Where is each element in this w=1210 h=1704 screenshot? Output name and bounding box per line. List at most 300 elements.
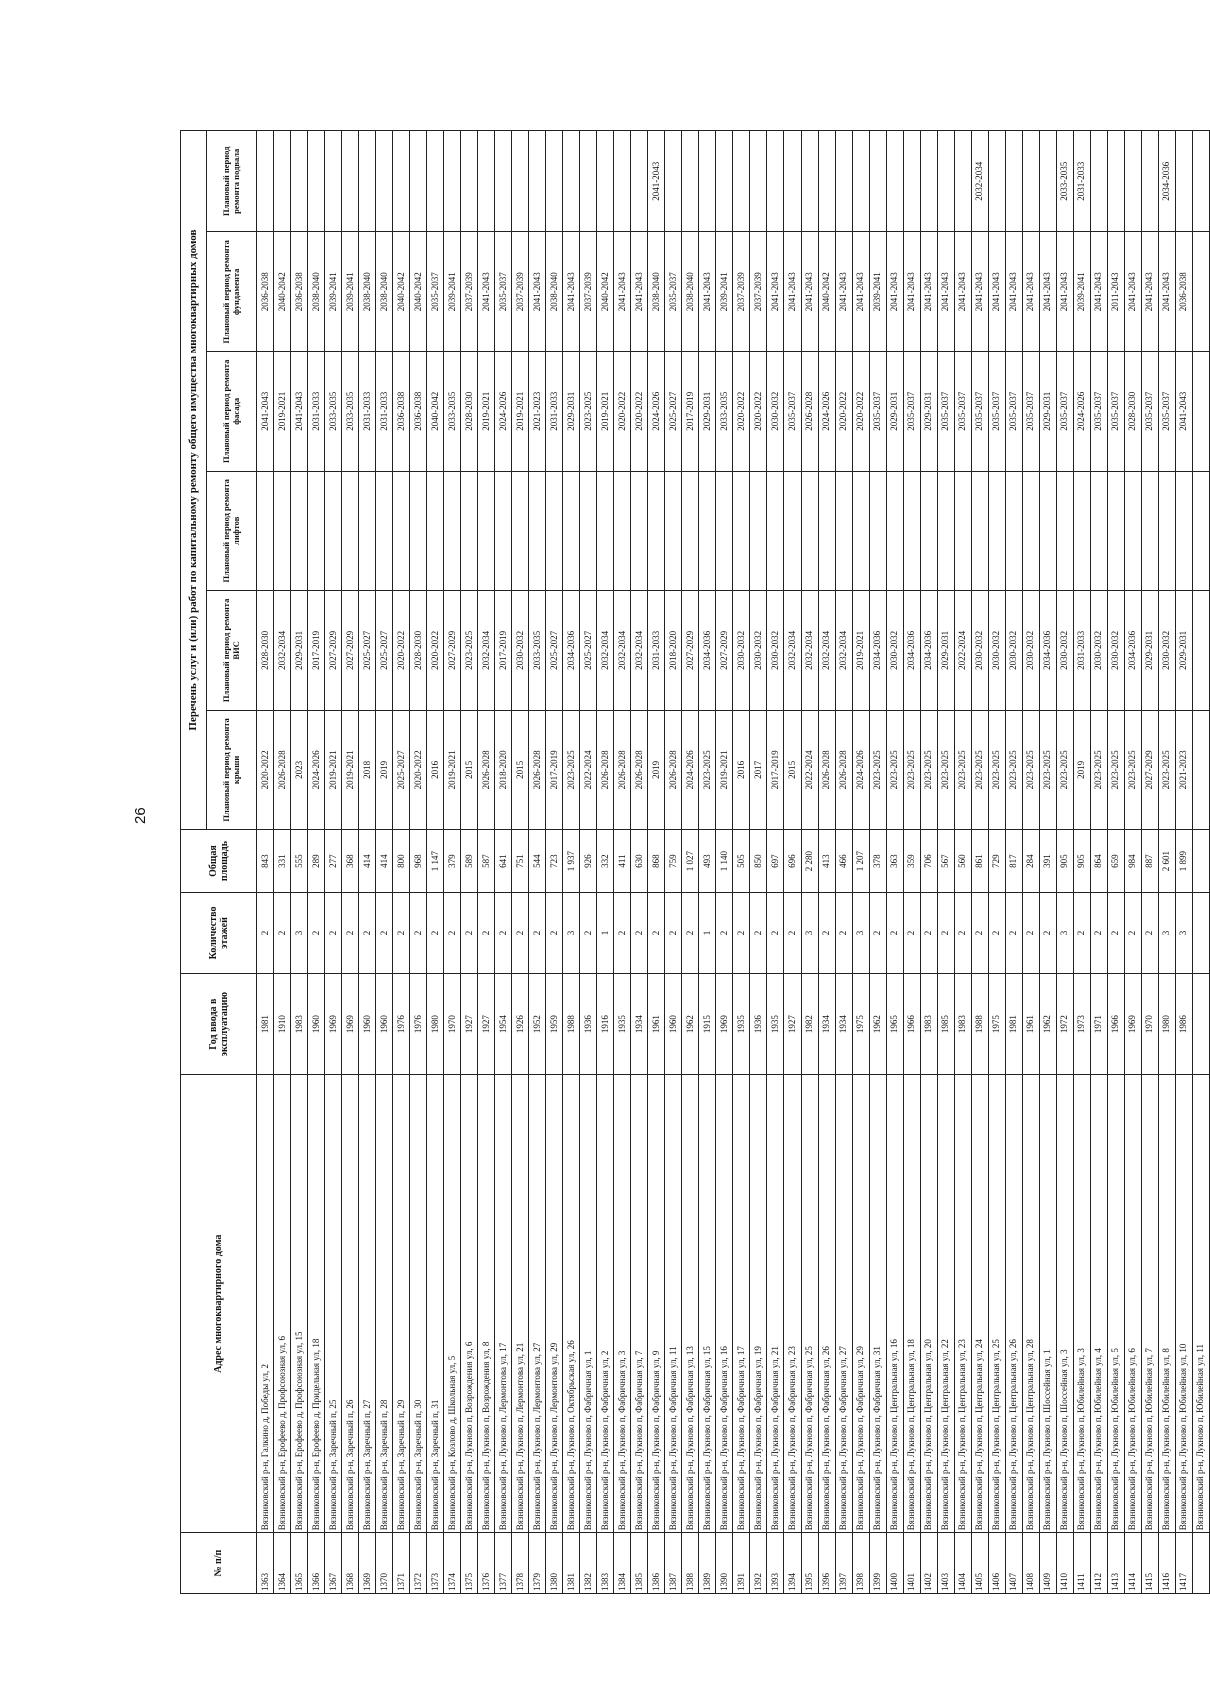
row-foundation-period: 2041-2043 (529, 232, 546, 352)
row-foundation-period: 2041-2043 (886, 232, 903, 352)
row-number: 1401 (903, 1533, 920, 1594)
row-floors: 2 (308, 892, 325, 973)
row-vis-period: 2025-2027 (580, 591, 597, 711)
row-basement-period (767, 131, 784, 233)
row-area: 363 (886, 830, 903, 893)
header-foundation: Плановый период ремонта фундамента (207, 232, 257, 352)
row-address: Вязниковский р-н, Лукново п, Центральная ул, 28 (1022, 1075, 1039, 1533)
row-area: 723 (546, 830, 563, 893)
table-row (291, 131, 308, 1594)
row-number: 1367 (325, 1533, 342, 1594)
row-year: 1988 (563, 974, 580, 1075)
row-vis-period: 2027-2029 (325, 591, 342, 711)
row-number: 1369 (359, 1533, 376, 1594)
row-number: 1364 (274, 1533, 291, 1594)
row-facade-period: 2019-2021 (274, 352, 291, 472)
row-number: 1403 (937, 1533, 954, 1594)
row-vis-period: 2030-2032 (750, 591, 767, 711)
row-number: 1410 (1056, 1533, 1073, 1594)
row-roof-period: 2026-2028 (631, 710, 648, 830)
row-lift-period (291, 471, 308, 591)
row-year: 1927 (461, 974, 478, 1075)
row-lift-period (818, 471, 835, 591)
row-floors: 2 (512, 892, 529, 973)
row-area: 843 (257, 830, 274, 893)
row-floors: 2 (1022, 892, 1039, 973)
row-vis-period: 2027-2029 (444, 591, 461, 711)
row-year: 1960 (665, 974, 682, 1075)
row-vis-period: 2030-2032 (886, 591, 903, 711)
row-address: Вязниковский р-н, Лукново п, Фабричная ул, 23 (784, 1075, 801, 1533)
row-lift-period (461, 471, 478, 591)
row-lift-period (1022, 471, 1039, 591)
row-roof-period: 2023-2025 (988, 710, 1005, 830)
row-roof-period: 2018-2020 (495, 710, 512, 830)
row-facade-period: 2017-2019 (682, 352, 699, 472)
table-row (1039, 131, 1056, 1594)
row-roof-period: 2023-2025 (937, 710, 954, 830)
row-floors: 1 (699, 892, 716, 973)
row-basement-period (393, 131, 410, 233)
row-roof-period: 2023-2025 (1022, 710, 1039, 830)
row-facade-period: 2031-2033 (546, 352, 563, 472)
row-floors: 2 (444, 892, 461, 973)
row-address: Вязниковский р-н, Лукново п, Фабричная ул, 19 (750, 1075, 767, 1533)
row-number: 1411 (1073, 1533, 1090, 1594)
row-area: 697 (767, 830, 784, 893)
row-number: 1380 (546, 1533, 563, 1594)
row-area: 331 (274, 830, 291, 893)
table-row (580, 131, 597, 1594)
row-lift-period (903, 471, 920, 591)
row-foundation-period: 2041-2043 (920, 232, 937, 352)
row-year: 1926 (512, 974, 529, 1075)
row-year: 1959 (546, 974, 563, 1075)
table-row (682, 131, 699, 1594)
header-num: № п/п (181, 1533, 257, 1594)
row-roof-period: 2015 (512, 710, 529, 830)
table-row (393, 131, 410, 1594)
row-address: Вязниковский р-н, Лукново п, Лермонтова ул, 27 (529, 1075, 546, 1533)
row-lift-period (648, 471, 665, 591)
row-floors: 3 (1175, 892, 1192, 973)
row-foundation-period: 2037-2039 (580, 232, 597, 352)
row-floors: 2 (784, 892, 801, 973)
table-row (801, 131, 818, 1594)
header-works-group: Перечень услуг и (или) работ по капитальному ремонту общего имущества многоквартирных домов (181, 131, 207, 830)
row-lift-period (546, 471, 563, 591)
table-row (1022, 131, 1039, 1594)
row-number: 1397 (835, 1533, 852, 1594)
row-year: 1916 (597, 974, 614, 1075)
row-address: Вязниковский р-н, Лукново п, Фабричная ул, 16 (716, 1075, 733, 1533)
row-vis-period: 2032-2034 (818, 591, 835, 711)
row-area: 868 (648, 830, 665, 893)
header-lift: Плановый период ремонта лифтов (207, 471, 257, 591)
header-facade: Плановый период ремонта фасада (207, 352, 257, 472)
row-roof-period: 2026-2028 (274, 710, 291, 830)
row-lift-period (1175, 471, 1192, 591)
table-row (563, 131, 580, 1594)
row-number: 1417 (1175, 1533, 1192, 1594)
row-foundation-period: 2041-2043 (903, 232, 920, 352)
row-foundation-period: 2041-2043 (1090, 232, 1107, 352)
row-roof-period: 2023-2025 (1158, 710, 1175, 830)
row-roof-period: 2023-2025 (1090, 710, 1107, 830)
row-roof-period: 2023-2025 (886, 710, 903, 830)
row-foundation-period: 2011-2043 (1107, 232, 1124, 352)
row-year: 1934 (631, 974, 648, 1075)
header-address: Адрес многоквартирного дома (181, 1075, 257, 1533)
row-number: 1363 (257, 1533, 274, 1594)
table-row (750, 131, 767, 1594)
row-roof-period: 2024-2026 (308, 710, 325, 830)
rotated-table-container (180, 130, 1210, 1594)
row-year: 1972 (1056, 974, 1073, 1075)
row-vis-period: 2027-2029 (682, 591, 699, 711)
row-foundation-period: 2040-2042 (410, 232, 427, 352)
row-address: Вязниковский р-н, Лукново п, Центральная ул, 18 (903, 1075, 920, 1533)
row-vis-period: 2028-2030 (410, 591, 427, 711)
row-facade-period: 2029-2031 (563, 352, 580, 472)
row-area: 289 (308, 830, 325, 893)
row-facade-period: 2020-2022 (852, 352, 869, 472)
row-basement-period (1175, 131, 1192, 233)
row-roof-period: 2019-2021 (342, 710, 359, 830)
row-address: Вязниковский р-н, Лукново п, Центральная ул, 16 (886, 1075, 903, 1533)
row-number: 1379 (529, 1533, 546, 1594)
row-vis-period: 2018-2020 (665, 591, 682, 711)
row-area: 850 (750, 830, 767, 893)
row-vis-period: 2027-2029 (716, 591, 733, 711)
row-floors: 2 (1124, 892, 1141, 973)
row-roof-period: 2022-2024 (801, 710, 818, 830)
row-lift-period (427, 471, 444, 591)
row-year: 1935 (767, 974, 784, 1075)
row-vis-period: 2025-2027 (546, 591, 563, 711)
row-lift-period (478, 471, 495, 591)
row-lift-period (665, 471, 682, 591)
row-basement-period (750, 131, 767, 233)
row-roof-period: 2022-2024 (580, 710, 597, 830)
row-facade-period: 2029-2031 (886, 352, 903, 472)
row-facade-period: 2036-2038 (410, 352, 427, 472)
row-basement-period (886, 131, 903, 233)
row-basement-period: 2033-2035 (1056, 131, 1073, 233)
row-vis-period: 2030-2032 (1090, 591, 1107, 711)
row-floors: 2 (1073, 892, 1090, 973)
row-foundation-period: 2039-2041 (1073, 232, 1090, 352)
row-area: 587 (478, 830, 495, 893)
row-number: 1376 (478, 1533, 495, 1594)
row-area: 905 (1056, 830, 1073, 893)
row-lift-period (716, 471, 733, 591)
row-facade-period: 2035-2037 (1090, 352, 1107, 472)
row-vis-period: 2027-2029 (342, 591, 359, 711)
row-year: 1934 (818, 974, 835, 1075)
row-vis-period: 2019-2021 (852, 591, 869, 711)
row-basement-period (376, 131, 393, 233)
row-lift-period (359, 471, 376, 591)
row-vis-period: 2030-2032 (1005, 591, 1022, 711)
row-floors: 2 (937, 892, 954, 973)
row-basement-period (1039, 131, 1056, 233)
row-roof-period: 2016 (427, 710, 444, 830)
row-lift-period (954, 471, 971, 591)
row-year: 1962 (1039, 974, 1056, 1075)
row-foundation-period: 2038-2040 (308, 232, 325, 352)
row-foundation-period (1192, 232, 1209, 352)
row-basement-period (818, 131, 835, 233)
row-vis-period: 2025-2027 (376, 591, 393, 711)
row-lift-period (342, 471, 359, 591)
row-address: Вязниковский р-н, Лукново п, Фабричная ул, 13 (682, 1075, 699, 1533)
row-basement-period (478, 131, 495, 233)
row-number: 1391 (733, 1533, 750, 1594)
row-year: 1960 (376, 974, 393, 1075)
row-roof-period: 2019-2021 (716, 710, 733, 830)
row-roof-period: 2026-2028 (597, 710, 614, 830)
table-row (1107, 131, 1124, 1594)
row-address: Вязниковский р-н, Лукново п, Фабричная ул, 2 (597, 1075, 614, 1533)
row-lift-period (801, 471, 818, 591)
row-address: Вязниковский р-н, Лукново п, Юбилейная ул, 11 (1192, 1075, 1209, 1533)
row-vis-period: 2034-2036 (920, 591, 937, 711)
row-basement-period (597, 131, 614, 233)
row-area: 378 (869, 830, 886, 893)
row-floors: 2 (410, 892, 427, 973)
row-year: 1962 (682, 974, 699, 1075)
row-area: 493 (699, 830, 716, 893)
row-year: 1971 (1090, 974, 1107, 1075)
row-basement-period (512, 131, 529, 233)
table-row (1192, 131, 1209, 1594)
row-address: Вязниковский р-н, Лукново п, Фабричная ул, 17 (733, 1075, 750, 1533)
table-row (1056, 131, 1073, 1594)
row-roof-period: 2023-2025 (563, 710, 580, 830)
row-foundation-period: 2041-2043 (1124, 232, 1141, 352)
row-floors: 2 (665, 892, 682, 973)
row-area: 505 (733, 830, 750, 893)
row-facade-period: 2024-2026 (818, 352, 835, 472)
row-foundation-period: 2041-2043 (801, 232, 818, 352)
row-number: 1413 (1107, 1533, 1124, 1594)
row-vis-period: 2032-2034 (784, 591, 801, 711)
row-floors: 2 (1005, 892, 1022, 973)
row-year: 1966 (1107, 974, 1124, 1075)
row-foundation-period: 2041-2043 (478, 232, 495, 352)
row-floors: 2 (767, 892, 784, 973)
row-number: 1381 (563, 1533, 580, 1594)
row-number: 1374 (444, 1533, 461, 1594)
row-number: 1404 (954, 1533, 971, 1594)
row-facade-period: 2019-2021 (478, 352, 495, 472)
row-basement-period (733, 131, 750, 233)
row-foundation-period: 2039-2041 (716, 232, 733, 352)
row-address: Вязниковский р-н, Лукново п, Фабричная ул, 1 (580, 1075, 597, 1533)
row-floors: 2 (631, 892, 648, 973)
row-number: 1384 (614, 1533, 631, 1594)
row-number: 1407 (1005, 1533, 1022, 1594)
table-row (733, 131, 750, 1594)
row-lift-period (495, 471, 512, 591)
row-basement-period (495, 131, 512, 233)
row-vis-period: 2030-2032 (1056, 591, 1073, 711)
row-lift-period (444, 471, 461, 591)
row-basement-period (444, 131, 461, 233)
row-lift-period (699, 471, 716, 591)
row-floors: 2 (274, 892, 291, 973)
row-foundation-period: 2038-2040 (376, 232, 393, 352)
row-year: 1952 (529, 974, 546, 1075)
row-foundation-period: 2041-2043 (614, 232, 631, 352)
row-basement-period (903, 131, 920, 233)
table-row (767, 131, 784, 1594)
row-facade-period: 2035-2037 (988, 352, 1005, 472)
table-row (631, 131, 648, 1594)
row-area: 332 (597, 830, 614, 893)
row-vis-period: 2030-2032 (1022, 591, 1039, 711)
row-floors: 3 (852, 892, 869, 973)
table-row (410, 131, 427, 1594)
row-year: 1962 (869, 974, 886, 1075)
row-address: Вязниковский р-н, Лукново п, Возрождения ул, 8 (478, 1075, 495, 1533)
row-basement-period (410, 131, 427, 233)
row-area: 414 (359, 830, 376, 893)
row-floors: 3 (1056, 892, 1073, 973)
row-number: 1371 (393, 1533, 410, 1594)
row-foundation-period: 2041-2043 (631, 232, 648, 352)
row-number: 1388 (682, 1533, 699, 1594)
row-basement-period (665, 131, 682, 233)
row-address: Вязниковский р-н, Лукново п, Юбилейная ул, 3 (1073, 1075, 1090, 1533)
row-number: 1372 (410, 1533, 427, 1594)
row-facade-period: 2031-2033 (308, 352, 325, 472)
row-lift-period (1039, 471, 1056, 591)
row-area: 861 (971, 830, 988, 893)
row-number: 1385 (631, 1533, 648, 1594)
header-roof: Плановый период ремонта крыши (207, 710, 257, 830)
table-row (597, 131, 614, 1594)
row-area: 706 (920, 830, 937, 893)
row-number: 1393 (767, 1533, 784, 1594)
row-year: 1966 (903, 974, 920, 1075)
row-roof-period: 2026-2028 (529, 710, 546, 830)
row-facade-period: 2035-2037 (1022, 352, 1039, 472)
row-floors: 3 (801, 892, 818, 973)
row-area: 729 (988, 830, 1005, 893)
row-number: 1377 (495, 1533, 512, 1594)
row-foundation-period: 2037-2039 (461, 232, 478, 352)
row-basement-period (257, 131, 274, 233)
row-number: 1395 (801, 1533, 818, 1594)
row-facade-period: 2026-2028 (801, 352, 818, 472)
row-vis-period: 2029-2031 (937, 591, 954, 711)
row-roof-period: 2023-2025 (1005, 710, 1022, 830)
row-facade-period: 2020-2022 (733, 352, 750, 472)
table-row (478, 131, 495, 1594)
row-area: 659 (1107, 830, 1124, 893)
row-address: Вязниковский р-н, Лукново п, Фабричная ул, 31 (869, 1075, 886, 1533)
row-vis-period: 2017-2019 (495, 591, 512, 711)
row-roof-period: 2023-2025 (869, 710, 886, 830)
row-basement-period (342, 131, 359, 233)
row-facade-period: 2035-2037 (869, 352, 886, 472)
table-row (903, 131, 920, 1594)
row-floors: 3 (291, 892, 308, 973)
row-year: 1936 (750, 974, 767, 1075)
row-basement-period (1005, 131, 1022, 233)
row-number: 1390 (716, 1533, 733, 1594)
row-area: 905 (1073, 830, 1090, 893)
row-foundation-period: 2041-2043 (784, 232, 801, 352)
row-foundation-period: 2036-2038 (1175, 232, 1192, 352)
row-area: 1 140 (716, 830, 733, 893)
row-floors: 2 (495, 892, 512, 973)
header-year: Год ввода в эксплуатацию (181, 974, 257, 1075)
row-lift-period (869, 471, 886, 591)
row-address: Вязниковский р-н, Заречный п, 26 (342, 1075, 359, 1533)
row-year: 1969 (342, 974, 359, 1075)
row-basement-period: 2031-2033 (1073, 131, 1090, 233)
row-roof-period: 2026-2028 (835, 710, 852, 830)
row-number: 1389 (699, 1533, 716, 1594)
row-floors: 2 (376, 892, 393, 973)
row-vis-period: 2032-2034 (274, 591, 291, 711)
row-vis-period: 2030-2032 (1107, 591, 1124, 711)
row-facade-period: 2020-2022 (614, 352, 631, 472)
row-roof-period: 2019-2021 (325, 710, 342, 830)
row-address: Вязниковский р-н, Лукново п, Фабричная ул, 7 (631, 1075, 648, 1533)
row-basement-period (1107, 131, 1124, 233)
row-facade-period: 2033-2035 (342, 352, 359, 472)
table-row (427, 131, 444, 1594)
row-basement-period (869, 131, 886, 233)
row-roof-period: 2019 (648, 710, 665, 830)
row-basement-period (529, 131, 546, 233)
row-year: 1983 (920, 974, 937, 1075)
row-year: 1969 (1124, 974, 1141, 1075)
row-facade-period: 2028-2030 (461, 352, 478, 472)
row-vis-period: 2032-2034 (597, 591, 614, 711)
row-facade-period: 2035-2037 (1141, 352, 1158, 472)
row-area: 1 207 (852, 830, 869, 893)
row-basement-period (835, 131, 852, 233)
row-foundation-period: 2041-2043 (1158, 232, 1175, 352)
row-year: 1975 (852, 974, 869, 1075)
row-address: Вязниковский р-н, Ерофеево д, Придельная ул, 18 (308, 1075, 325, 1533)
repair-schedule-table (180, 130, 1210, 1594)
row-roof-period: 2026-2028 (614, 710, 631, 830)
row-lift-period (1090, 471, 1107, 591)
row-vis-period (1192, 591, 1209, 711)
row-basement-period (1090, 131, 1107, 233)
row-foundation-period: 2035-2037 (495, 232, 512, 352)
row-vis-period: 2034-2036 (563, 591, 580, 711)
row-area: 984 (1124, 830, 1141, 893)
row-floors: 2 (954, 892, 971, 973)
row-roof-period: 2023-2025 (1124, 710, 1141, 830)
row-floors: 2 (716, 892, 733, 973)
row-lift-period (920, 471, 937, 591)
row-lift-period (767, 471, 784, 591)
row-number: 1412 (1090, 1533, 1107, 1594)
row-year: 1986 (1175, 974, 1192, 1075)
row-address: Вязниковский р-н, Лукново п, Октябрьская ул, 26 (563, 1075, 580, 1533)
row-area: 391 (1039, 830, 1056, 893)
row-facade-period: 2030-2032 (767, 352, 784, 472)
row-number: 1375 (461, 1533, 478, 1594)
